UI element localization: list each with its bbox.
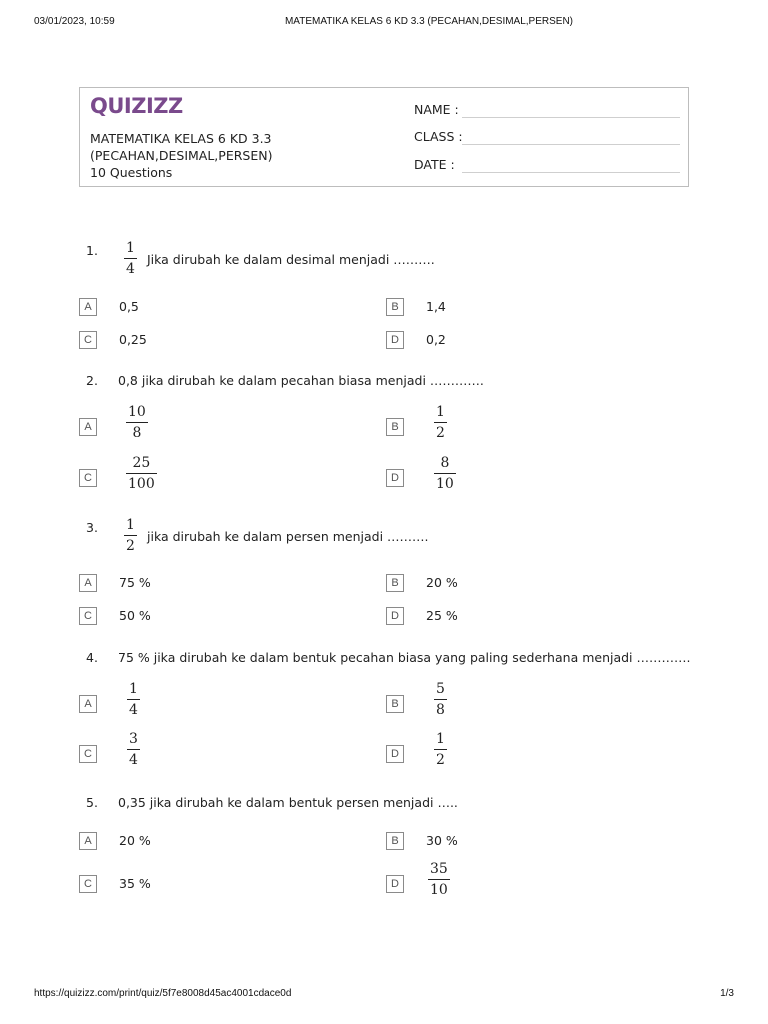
- option-text: 75 %: [119, 575, 151, 590]
- question-text: jika dirubah ke dalam persen menjadi ……….: [147, 529, 429, 544]
- option-fraction: 1 2: [436, 404, 445, 441]
- quiz-title-line1: MATEMATIKA KELAS 6 KD 3.3: [90, 131, 272, 146]
- option-text: 0,5: [119, 299, 139, 314]
- option-letter: B: [386, 298, 404, 316]
- name-label: NAME :: [414, 102, 459, 117]
- option-letter: A: [79, 574, 97, 592]
- option-fraction: 3 4: [129, 731, 138, 768]
- option-letter: A: [79, 418, 97, 436]
- print-header: [34, 16, 734, 30]
- class-field: [414, 129, 463, 144]
- option-text: 1,4: [426, 299, 446, 314]
- option-letter: C: [79, 607, 97, 625]
- print-doc-title: MATEMATIKA KELAS 6 KD 3.3 (PECAHAN,DESIMAL,PERSEN): [284, 16, 574, 27]
- question-number: 1.: [86, 243, 98, 258]
- question-count: 10 Questions: [90, 165, 173, 180]
- date-label: DATE :: [414, 157, 455, 172]
- option-fraction: 35 10: [430, 861, 448, 898]
- option-text: 0,2: [426, 332, 446, 347]
- option-letter: D: [386, 331, 404, 349]
- option-letter: C: [79, 331, 97, 349]
- option-text: 20 %: [119, 833, 151, 848]
- option-text: 35 %: [119, 876, 151, 891]
- question-text: 0,8 jika dirubah ke dalam pecahan biasa menjadi ………….: [118, 373, 484, 388]
- date-line: [462, 172, 680, 173]
- name-field: [414, 102, 459, 117]
- option-letter: C: [79, 469, 97, 487]
- print-footer: [34, 988, 734, 1002]
- quiz-title-line2: (PECAHAN,DESIMAL,PERSEN): [90, 148, 273, 163]
- option-letter: B: [386, 574, 404, 592]
- quiz-header-box: [79, 87, 689, 187]
- option-letter: B: [386, 418, 404, 436]
- option-text: 20 %: [426, 575, 458, 590]
- option-letter: C: [79, 745, 97, 763]
- option-fraction: 25 100: [128, 455, 155, 492]
- option-fraction: 5 8: [436, 681, 445, 718]
- print-url: https://quizizz.com/print/quiz/5f7e8008d45ac4001cdace0d: [34, 988, 292, 999]
- option-letter: D: [386, 745, 404, 763]
- option-letter: A: [79, 695, 97, 713]
- option-text: 25 %: [426, 608, 458, 623]
- question-text: 0,35 jika dirubah ke dalam bentuk persen menjadi …..: [118, 795, 458, 810]
- option-letter: B: [386, 832, 404, 850]
- date-field: [414, 157, 455, 172]
- quiz-title: [90, 130, 390, 164]
- option-text: 30 %: [426, 833, 458, 848]
- option-letter: C: [79, 875, 97, 893]
- question-fraction: 1 2: [126, 517, 135, 554]
- page-number: 1/3: [720, 988, 734, 999]
- class-label: CLASS :: [414, 129, 463, 144]
- quizizz-logo: QUIZIZZ: [90, 94, 183, 118]
- question-number: 3.: [86, 520, 98, 535]
- option-letter: A: [79, 298, 97, 316]
- option-fraction: 1 4: [129, 681, 138, 718]
- name-line: [462, 117, 680, 118]
- option-fraction: 10 8: [128, 404, 146, 441]
- question-text: 75 % jika dirubah ke dalam bentuk pecahan biasa yang paling sederhana menjadi ………….: [118, 650, 691, 665]
- question-number: 2.: [86, 373, 98, 388]
- option-letter: D: [386, 607, 404, 625]
- option-letter: A: [79, 832, 97, 850]
- option-letter: D: [386, 875, 404, 893]
- option-fraction: 8 10: [436, 455, 454, 492]
- question-number: 4.: [86, 650, 98, 665]
- question-fraction: 1 4: [126, 240, 135, 277]
- option-fraction: 1 2: [436, 731, 445, 768]
- print-datetime: 03/01/2023, 10:59: [34, 16, 115, 27]
- option-letter: D: [386, 469, 404, 487]
- question-text: Jika dirubah ke dalam desimal menjadi ……….: [147, 252, 435, 267]
- option-text: 0,25: [119, 332, 147, 347]
- class-line: [462, 144, 680, 145]
- option-text: 50 %: [119, 608, 151, 623]
- question-number: 5.: [86, 795, 98, 810]
- option-letter: B: [386, 695, 404, 713]
